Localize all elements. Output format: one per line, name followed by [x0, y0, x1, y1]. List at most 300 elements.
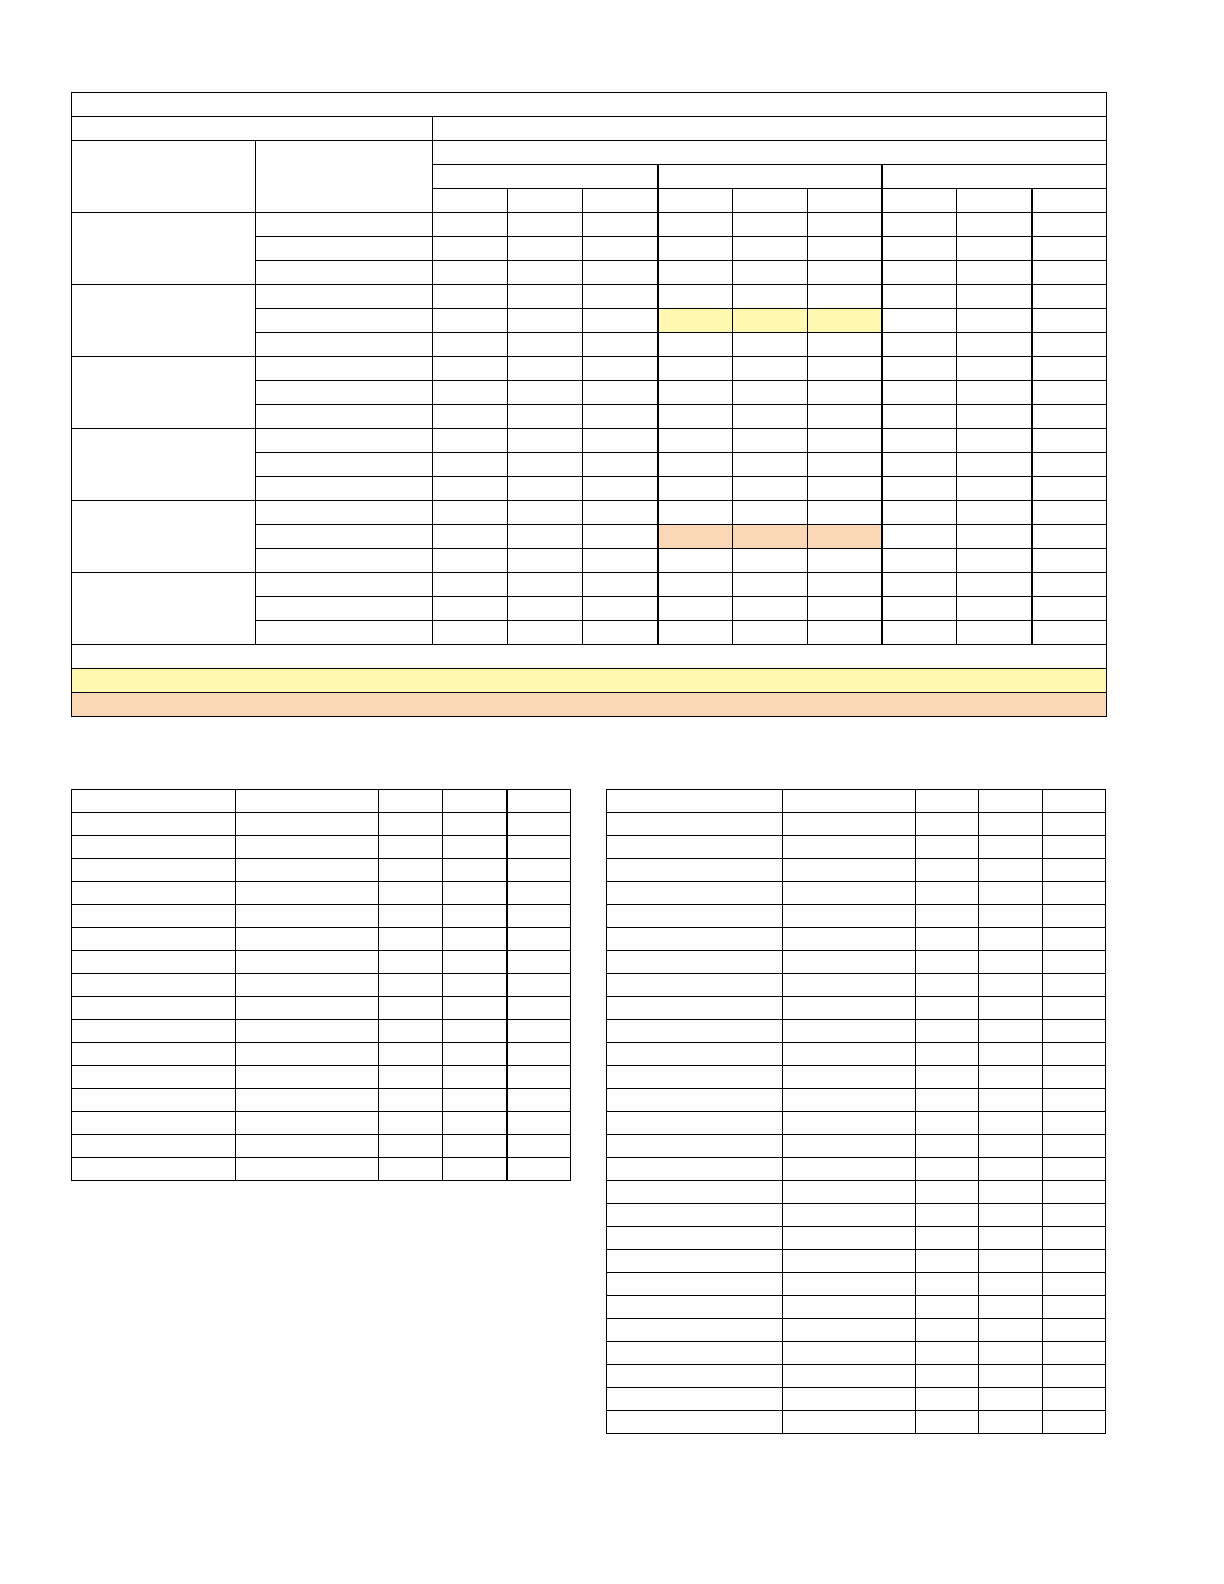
data-cell: [583, 333, 658, 357]
table-cell: [783, 1135, 916, 1158]
table-cell: [379, 790, 443, 813]
table-cell: [607, 951, 783, 974]
table-cell: [443, 882, 507, 905]
table-row: [72, 997, 571, 1020]
row-label: [256, 213, 433, 237]
data-cell: [882, 333, 957, 357]
table-cell: [783, 790, 916, 813]
data-cell: [583, 621, 658, 645]
table-row: [72, 1043, 571, 1066]
data-cell: [508, 597, 583, 621]
data-cell: [882, 453, 957, 477]
data-cell: [658, 285, 733, 309]
data-cell: [808, 525, 882, 549]
row-label: [256, 357, 433, 381]
data-cell: [433, 309, 508, 333]
data-cell: [808, 381, 882, 405]
table-cell: [379, 1020, 443, 1043]
table-cell: [607, 974, 783, 997]
data-cell: [882, 525, 957, 549]
table-cell: [507, 1066, 571, 1089]
table-cell: [236, 1020, 379, 1043]
data-cell: [808, 285, 882, 309]
table-cell: [507, 790, 571, 813]
data-cell: [808, 309, 882, 333]
table-cell: [979, 1112, 1043, 1135]
header-left-cell: [72, 117, 433, 141]
table-cell: [1043, 1043, 1106, 1066]
table-cell: [979, 1089, 1043, 1112]
table-cell: [916, 882, 979, 905]
row-label: [256, 285, 433, 309]
data-cell: [583, 237, 658, 261]
data-cell: [882, 237, 957, 261]
data-cell: [583, 213, 658, 237]
data-cell: [882, 477, 957, 501]
table-row: [607, 1089, 1106, 1112]
data-cell: [658, 525, 733, 549]
table-cell: [72, 997, 236, 1020]
table-cell: [916, 1365, 979, 1388]
table-cell: [607, 997, 783, 1020]
table-cell: [507, 1158, 571, 1181]
table-cell: [379, 905, 443, 928]
table-cell: [783, 859, 916, 882]
data-cell: [433, 213, 508, 237]
table-row: [607, 1043, 1106, 1066]
table-cell: [979, 1181, 1043, 1204]
table-cell: [1043, 1273, 1106, 1296]
table-cell: [379, 997, 443, 1020]
table-cell: [979, 1250, 1043, 1273]
data-cell: [808, 453, 882, 477]
table-cell: [443, 951, 507, 974]
table-cell: [72, 1020, 236, 1043]
data-cell: [1032, 237, 1107, 261]
data-cell: [433, 237, 508, 261]
table-cell: [1043, 1204, 1106, 1227]
table-cell: [379, 882, 443, 905]
table-cell: [507, 813, 571, 836]
table-cell: [916, 859, 979, 882]
table-cell: [783, 1112, 916, 1135]
table-cell: [783, 1181, 916, 1204]
data-cell: [957, 213, 1032, 237]
table-cell: [379, 836, 443, 859]
table-cell: [1043, 1066, 1106, 1089]
table-cell: [72, 951, 236, 974]
table-cell: [607, 1204, 783, 1227]
table-cell: [607, 1388, 783, 1411]
data-cell: [1032, 357, 1107, 381]
table-row: [607, 928, 1106, 951]
table-row: [72, 1158, 571, 1181]
table-cell: [916, 836, 979, 859]
table-cell: [979, 859, 1043, 882]
table-cell: [1043, 1020, 1106, 1043]
data-cell: [808, 549, 882, 573]
row-label: [256, 381, 433, 405]
data-cell: [733, 405, 808, 429]
table-row: [72, 905, 571, 928]
table-cell: [236, 928, 379, 951]
table-cell: [379, 1158, 443, 1181]
data-cell: [583, 309, 658, 333]
data-cell: [957, 621, 1032, 645]
table-cell: [507, 1043, 571, 1066]
sub-column-header: [808, 189, 882, 213]
table-cell: [979, 1296, 1043, 1319]
table-cell: [916, 1158, 979, 1181]
main-table-row: [72, 573, 1107, 597]
table-cell: [979, 1273, 1043, 1296]
data-cell: [583, 525, 658, 549]
data-cell: [1032, 261, 1107, 285]
data-cell: [957, 573, 1032, 597]
data-cell: [733, 357, 808, 381]
data-cell: [733, 285, 808, 309]
data-cell: [1032, 597, 1107, 621]
data-cell: [658, 453, 733, 477]
data-cell: [882, 357, 957, 381]
table-cell: [783, 1388, 916, 1411]
table-cell: [916, 1204, 979, 1227]
table-row: [607, 790, 1106, 813]
table-row: [607, 1135, 1106, 1158]
table-cell: [1043, 928, 1106, 951]
sub-column-header: [1032, 189, 1107, 213]
table-cell: [783, 905, 916, 928]
table-cell: [72, 1158, 236, 1181]
row-label: [256, 501, 433, 525]
table-row: [72, 836, 571, 859]
table-row: [607, 1066, 1106, 1089]
main-table-row: [72, 429, 1107, 453]
table-row: [607, 951, 1106, 974]
table-cell: [607, 928, 783, 951]
table-row: [607, 859, 1106, 882]
table-cell: [979, 1204, 1043, 1227]
table-cell: [916, 790, 979, 813]
table-row: [607, 1365, 1106, 1388]
sub-column-header: [733, 189, 808, 213]
row-group-label: [72, 501, 256, 573]
table-cell: [783, 1365, 916, 1388]
row-group-label: [72, 573, 256, 645]
right-table-body: [607, 790, 1106, 1434]
data-cell: [808, 405, 882, 429]
table-cell: [236, 1158, 379, 1181]
data-cell: [583, 501, 658, 525]
data-cell: [882, 309, 957, 333]
data-cell: [733, 621, 808, 645]
data-cell: [508, 213, 583, 237]
data-cell: [583, 429, 658, 453]
table-cell: [443, 1135, 507, 1158]
table-cell: [1043, 859, 1106, 882]
table-cell: [783, 1020, 916, 1043]
data-cell: [957, 381, 1032, 405]
table-cell: [443, 905, 507, 928]
table-cell: [916, 1227, 979, 1250]
table-row: [607, 813, 1106, 836]
data-cell: [882, 501, 957, 525]
table-cell: [507, 1135, 571, 1158]
table-cell: [916, 1066, 979, 1089]
table-row: [72, 1135, 571, 1158]
data-cell: [508, 429, 583, 453]
table-cell: [1043, 813, 1106, 836]
data-cell: [882, 261, 957, 285]
data-cell: [508, 381, 583, 405]
data-cell: [583, 285, 658, 309]
data-cell: [733, 525, 808, 549]
table-row: [72, 859, 571, 882]
table-cell: [507, 1112, 571, 1135]
header-right-cell: [433, 117, 1107, 141]
table-cell: [607, 1411, 783, 1434]
table-row: [607, 1296, 1106, 1319]
table-cell: [379, 859, 443, 882]
table-cell: [443, 1020, 507, 1043]
table-cell: [607, 905, 783, 928]
data-cell: [658, 573, 733, 597]
data-cell: [433, 381, 508, 405]
data-cell: [882, 381, 957, 405]
data-cell: [1032, 429, 1107, 453]
table-row: [607, 1273, 1106, 1296]
table-cell: [979, 905, 1043, 928]
table-cell: [443, 974, 507, 997]
table-cell: [379, 951, 443, 974]
data-cell: [433, 621, 508, 645]
table-cell: [443, 1089, 507, 1112]
table-cell: [916, 1388, 979, 1411]
data-cell: [1032, 213, 1107, 237]
data-cell: [733, 501, 808, 525]
table-cell: [607, 1319, 783, 1342]
data-cell: [583, 477, 658, 501]
table-cell: [607, 1342, 783, 1365]
data-cell: [1032, 477, 1107, 501]
main-table-body: [72, 213, 1107, 645]
table-cell: [1043, 1342, 1106, 1365]
data-cell: [508, 573, 583, 597]
data-cell: [957, 429, 1032, 453]
table-cell: [236, 997, 379, 1020]
table-cell: [916, 1296, 979, 1319]
data-cell: [583, 357, 658, 381]
row-label: [256, 453, 433, 477]
data-cell: [583, 405, 658, 429]
data-cell: [957, 477, 1032, 501]
data-cell: [1032, 501, 1107, 525]
data-cell: [957, 525, 1032, 549]
table-row: [607, 1342, 1106, 1365]
table-cell: [916, 1020, 979, 1043]
table-cell: [72, 1135, 236, 1158]
row-label: [256, 477, 433, 501]
sub-column-header: [433, 189, 508, 213]
data-cell: [957, 405, 1032, 429]
row-label: [256, 237, 433, 261]
row-label: [256, 549, 433, 573]
table-cell: [443, 836, 507, 859]
table-cell: [379, 1135, 443, 1158]
table-cell: [1043, 1135, 1106, 1158]
sub-column-header: [508, 189, 583, 213]
table-cell: [72, 974, 236, 997]
table-cell: [1043, 882, 1106, 905]
table-cell: [607, 790, 783, 813]
table-row: [72, 790, 571, 813]
table-cell: [507, 974, 571, 997]
table-cell: [916, 905, 979, 928]
table-row: [72, 813, 571, 836]
table-cell: [507, 905, 571, 928]
table-cell: [236, 790, 379, 813]
data-cell: [1032, 621, 1107, 645]
data-cell: [733, 453, 808, 477]
data-cell: [433, 333, 508, 357]
table-cell: [236, 836, 379, 859]
table-row: [607, 1204, 1106, 1227]
table-cell: [1043, 905, 1106, 928]
row-label: [256, 621, 433, 645]
table-cell: [979, 1388, 1043, 1411]
data-cell: [433, 429, 508, 453]
table-cell: [72, 928, 236, 951]
table-cell: [443, 1066, 507, 1089]
table-row: [607, 997, 1106, 1020]
table-cell: [783, 1089, 916, 1112]
data-cell: [957, 237, 1032, 261]
table-cell: [607, 1227, 783, 1250]
data-cell: [1032, 573, 1107, 597]
data-cell: [957, 453, 1032, 477]
data-cell: [658, 381, 733, 405]
data-cell: [733, 213, 808, 237]
data-cell: [1032, 309, 1107, 333]
data-cell: [433, 573, 508, 597]
table-row: [607, 974, 1106, 997]
data-cell: [882, 549, 957, 573]
sub-column-header: [882, 189, 957, 213]
table-cell: [783, 1319, 916, 1342]
table-cell: [236, 974, 379, 997]
table-row: [607, 836, 1106, 859]
data-cell: [583, 453, 658, 477]
right-data-table: [606, 789, 1106, 1434]
table-cell: [607, 1250, 783, 1273]
table-cell: [443, 997, 507, 1020]
main-grid-table: [71, 92, 1107, 717]
table-cell: [979, 997, 1043, 1020]
table-cell: [916, 997, 979, 1020]
col-group-2-header: [658, 165, 882, 189]
table-row: [72, 974, 571, 997]
table-row: [607, 1411, 1106, 1434]
table-cell: [1043, 1089, 1106, 1112]
table-cell: [72, 790, 236, 813]
data-cell: [508, 261, 583, 285]
table-row: [607, 1112, 1106, 1135]
table-cell: [979, 836, 1043, 859]
data-cell: [433, 453, 508, 477]
table-cell: [607, 1158, 783, 1181]
data-cell: [882, 405, 957, 429]
data-cell: [508, 477, 583, 501]
row-label: [256, 405, 433, 429]
table-cell: [783, 882, 916, 905]
table-cell: [607, 1020, 783, 1043]
data-cell: [733, 429, 808, 453]
data-cell: [808, 501, 882, 525]
data-cell: [658, 501, 733, 525]
data-cell: [957, 285, 1032, 309]
data-cell: [433, 549, 508, 573]
data-cell: [508, 309, 583, 333]
data-cell: [808, 237, 882, 261]
table-cell: [236, 951, 379, 974]
data-cell: [733, 549, 808, 573]
data-cell: [433, 597, 508, 621]
data-cell: [658, 477, 733, 501]
table-cell: [236, 859, 379, 882]
row-label: [256, 597, 433, 621]
row-label: [256, 309, 433, 333]
data-cell: [583, 573, 658, 597]
data-cell: [882, 213, 957, 237]
table-row: [607, 1319, 1106, 1342]
data-cell: [508, 357, 583, 381]
data-cell: [433, 285, 508, 309]
table-cell: [1043, 1388, 1106, 1411]
table-cell: [916, 1319, 979, 1342]
table-cell: [916, 928, 979, 951]
data-cell: [583, 381, 658, 405]
table-cell: [1043, 1296, 1106, 1319]
table-cell: [607, 1365, 783, 1388]
table-cell: [783, 997, 916, 1020]
main-table-row: [72, 213, 1107, 237]
table-cell: [507, 951, 571, 974]
table-cell: [379, 1112, 443, 1135]
table-cell: [916, 1342, 979, 1365]
data-cell: [808, 429, 882, 453]
data-cell: [433, 477, 508, 501]
table-cell: [72, 1089, 236, 1112]
table-cell: [443, 1158, 507, 1181]
table-cell: [607, 836, 783, 859]
table-cell: [783, 1273, 916, 1296]
data-cell: [733, 309, 808, 333]
table-cell: [916, 1250, 979, 1273]
data-cell: [808, 357, 882, 381]
data-cell: [957, 357, 1032, 381]
table-cell: [916, 1181, 979, 1204]
data-cell: [882, 597, 957, 621]
table-row: [607, 1020, 1106, 1043]
table-cell: [979, 1411, 1043, 1434]
table-cell: [979, 1158, 1043, 1181]
data-cell: [433, 525, 508, 549]
legend-peach-cell: [72, 693, 1107, 717]
table-cell: [72, 859, 236, 882]
left-table-body: [72, 790, 571, 1181]
main-table-row: [72, 501, 1107, 525]
table-cell: [979, 813, 1043, 836]
